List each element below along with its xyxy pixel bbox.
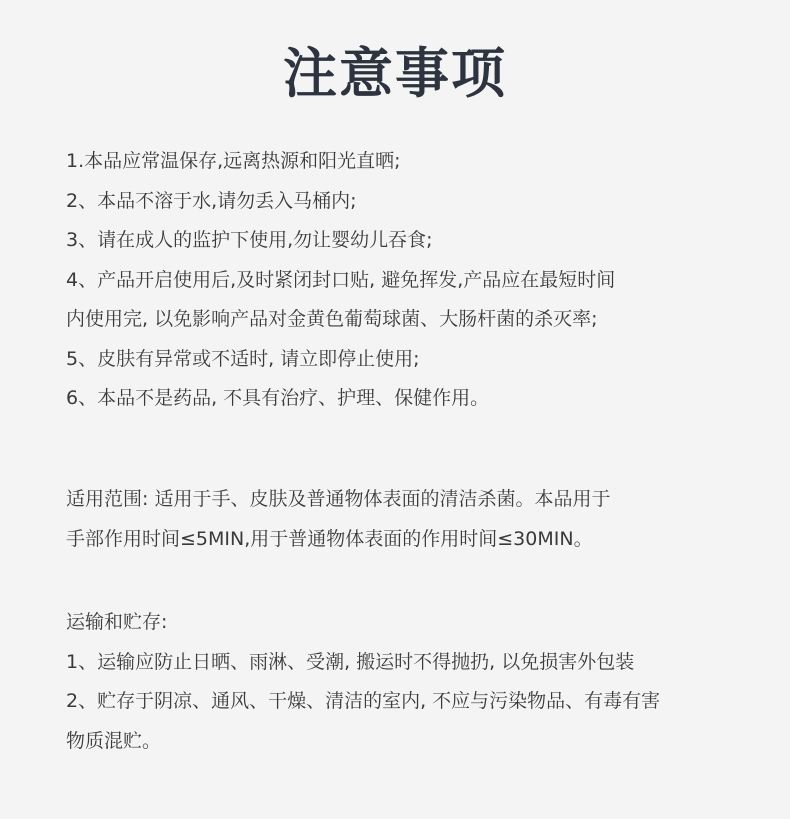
storage-line: 2、贮存于阴凉、通风、干燥、清洁的室内, 不应与污染物品、有毒有害 xyxy=(66,690,661,712)
storage-line: 1、运输应防止日晒、雨淋、受潮, 搬运时不得抛扔, 以免损害外包装 xyxy=(66,650,635,673)
scope-line: 手部作用时间≤5MIN,用于普通物体表面的作用时间≤30MIN。 xyxy=(66,527,593,550)
storage-line: 物质混贮。 xyxy=(66,729,162,752)
storage-section xyxy=(66,603,736,761)
note-line: 3、请在成人的监护下使用,勿让婴幼儿吞食; xyxy=(66,229,433,251)
scope-line: 适用范围: 适用于手、皮肤及普通物体表面的清洁杀菌。本品用于 xyxy=(66,488,611,510)
scope-section xyxy=(66,480,736,559)
storage-heading: 运输和贮存: xyxy=(66,611,168,633)
note-line: 4、产品开启使用后,及时紧闭封口贴, 避免挥发,产品应在最短时间 xyxy=(66,268,616,291)
note-line: 内使用完, 以免影响产品对金黄色葡萄球菌、大肠杆菌的杀灭率; xyxy=(66,308,598,330)
note-line: 6、本品不是药品, 不具有治疗、护理、保健作用。 xyxy=(66,387,490,409)
note-line: 1.本品应常温保存,远离热源和阳光直晒; xyxy=(66,150,401,172)
note-line: 5、皮肤有异常或不适时, 请立即停止使用; xyxy=(66,347,420,370)
note-line: 2、本品不溶于水,请勿丢入马桶内; xyxy=(66,189,357,212)
page-title: 注意事项 xyxy=(283,42,507,105)
notes-section xyxy=(66,142,736,419)
